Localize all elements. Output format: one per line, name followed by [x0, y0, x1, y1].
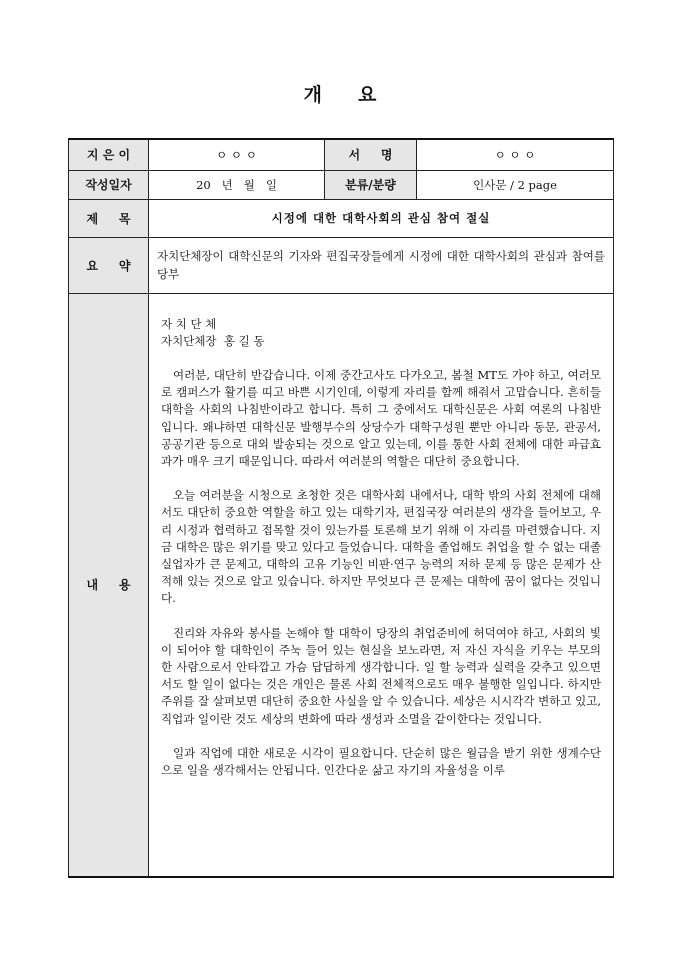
- category-label: 분류/분량: [325, 170, 417, 199]
- content-paragraph-2: 오늘 여러분을 시청으로 초청한 것은 대학사회 내에서나, 대학 밖의 사회 전체에 대해서도 대단히 중요한 역할을 하고 있는 대학기자, 편집국장 여러분의 생각을 들어보고, 우리 시정과 협력하고 접목할 것이 있는가를 토론해 보기 위해 이 자리를 마련했습니다. 지금 대학은 많은 위기를 맞고 있다고 들었습니다. 대학을 졸업해도 취업을 할 수 없는 대졸 실업자가 큰 문제고, 대학의 고유 기능인 비판·연구 능력의 저하 문제 등 많은 문제가 산적해 있는 것으로 알고 있습니다. 하지만 무엇보다 큰 문제는 대학에 꿈이 없다는 것입니다.: [161, 488, 601, 606]
- summary-label: 요 약: [69, 237, 149, 293]
- subject-label: 제 목: [69, 199, 149, 237]
- signature-value: ㅇ ㅇ ㅇ: [417, 139, 614, 170]
- summary-value: 자치단체장이 대학신문의 기자와 편집국장들에게 시정에 대한 대학사회의 관심과 참여를 당부: [149, 237, 614, 293]
- content-body: [149, 293, 614, 877]
- table-row: [69, 139, 614, 170]
- page-title: [0, 80, 680, 107]
- content-heading-speaker: 자치단체장 홍 길 동: [161, 333, 265, 348]
- content-label: 내 용: [69, 293, 149, 877]
- content-heading: [161, 316, 601, 350]
- table-row: [69, 199, 614, 237]
- summary-table: [68, 138, 614, 878]
- subject-value: 시정에 대한 대학사회의 관심 참여 절실: [149, 199, 614, 237]
- table-row: [69, 237, 614, 293]
- author-value: ㅇ ㅇ ㅇ: [149, 139, 325, 170]
- date-label: 작성일자: [69, 170, 149, 199]
- content-paragraph-3: 진리와 자유와 봉사를 논해야 할 대학이 당장의 취업준비에 허덕여야 하고, 사회의 빛이 되어야 할 대학인이 주눅 들어 있는 현실을 보노라면, 저 자신 자식을 키우는 부모의 한 사람으로서 안타깝고 가슴 답답하게 생각합니다. 일 할 능력과 실력을 갖추고 있으면서도 할 일이 없다는 것은 개인은 물론 사회 전체적으로도 매우 불행한 일입니다. 하지만 주위를 잘 살펴보면 대단히 중요한 사실을 알 수 있습니다. 세상은 시시각각 변하고 있고, 직업과 일이란 것도 세상의 변화에 따라 생성과 소멸을 같이한다는 것입니다.: [161, 625, 601, 726]
- content-paragraph-4: 일과 직업에 대한 새로운 시각이 필요합니다. 단순히 많은 월급을 받기 위한 생계수단으로 일을 생각해서는 안됩니다. 인간다운 삶고 자기의 자율성을 이루: [161, 745, 601, 777]
- category-value: 인사문 / 2 page: [417, 170, 614, 199]
- author-label: 지 은 이: [69, 139, 149, 170]
- table-row: [69, 170, 614, 199]
- content-paragraph-1: 여러분, 대단히 반갑습니다. 이제 중간고사도 다가오고, 봄철 MT도 가야 하고, 여러모로 캠퍼스가 활기를 띠고 바쁜 시기인데, 이렇게 자리를 함께 해줘서 고맙습니다. 흔히들 대학을 사회의 나침반이라고 합니다. 특히 그 중에서도 대학신문은 사회 여론의 나침반입니다. 왜냐하면 대학신문 발행부수의 상당수가 대학구성원 뿐만 아니라 동문, 관공서, 공공기관 등으로 대외 발송되는 것으로 알고 있는데, 이를 통한 사회 전체에 대한 파급효과가 매우 크기 때문입니다. 따라서 여러분의 역할은 대단히 중요합니다.: [161, 367, 601, 468]
- date-value: 20 년 월 일: [149, 170, 325, 199]
- page-title-right: 요: [358, 84, 377, 106]
- signature-label: 서 명: [325, 139, 417, 170]
- content-heading-org: 자 치 단 체: [161, 316, 217, 331]
- page-title-left: 개: [303, 84, 322, 106]
- table-row: [69, 293, 614, 877]
